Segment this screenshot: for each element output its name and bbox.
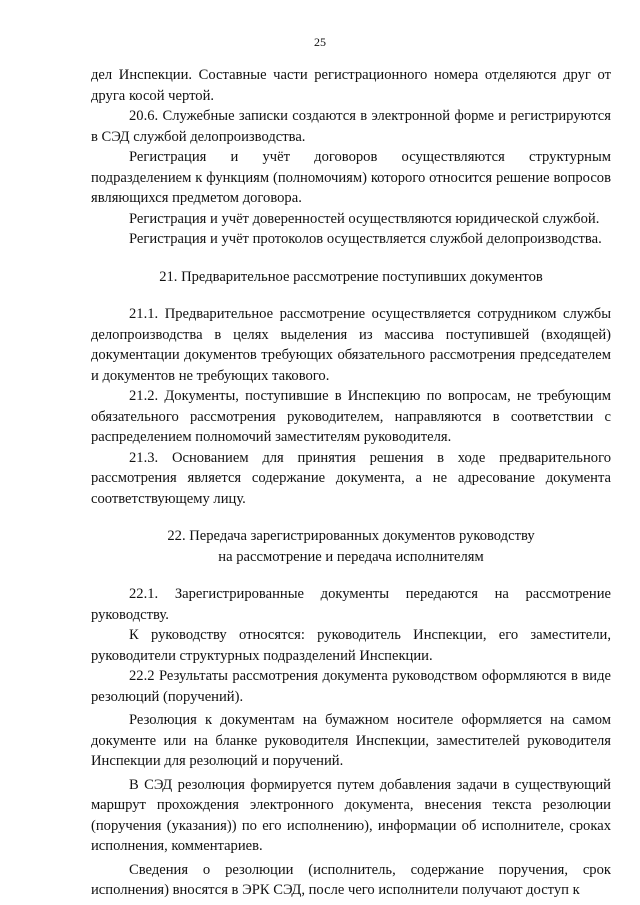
paragraph: 21.2. Документы, поступившие в Инспекцию по вопросам, не требующим обязательного рассмотрения руководителем, направляются в соответствии с распределением полномочий заместителям руководителя. — [91, 388, 611, 445]
paragraph: 22.2 Результаты рассмотрения документа руководством оформляются в виде резолюций (поручений). — [91, 668, 611, 705]
page-number: 25 — [314, 35, 326, 49]
heading-line: 22. Передача зарегистрированных документов руководству — [167, 528, 535, 544]
paragraph: 21.1. Предварительное рассмотрение осуществляется сотрудником службы делопроизводства в целях выделения из массива поступившей (входящей) документации документов требующих обязательного рассмотрения председателем и документов не требующих такового. — [91, 306, 611, 384]
paragraph: Резолюция к документам на бумажном носителе оформляется на самом документе или на бланке руководителя Инспекции, заместителей руководителя Инспекции для резолюций и поручений. — [91, 712, 611, 769]
paragraph: дел Инспекции. Составные части регистрационного номера отделяются друг от друга косой чертой. — [91, 67, 611, 104]
paragraph: Регистрация и учёт доверенностей осуществляются юридической службой. — [129, 210, 600, 227]
paragraph: Регистрация и учёт протоколов осуществляется службой делопроизводства. — [129, 231, 602, 247]
document-body — [91, 65, 611, 901]
section-heading-21: 21. Предварительное рассмотрение поступивших документов — [159, 268, 543, 285]
paragraph: 20.6. Служебные записки создаются в электронной форме и регистрируются в СЭД службой делопроизводства. — [91, 108, 611, 145]
heading-line: на рассмотрение и передача исполнителям — [218, 548, 484, 565]
paragraph: Сведения о резолюции (исполнитель, содержание поручения, срок исполнения) вносятся в ЭРК СЭД, после чего исполнители получают доступ к — [91, 861, 611, 898]
paragraph: 22.1. Зарегистрированные документы передаются на рассмотрение руководству. — [91, 586, 611, 623]
paragraph: В СЭД резолюция формируется путем добавления задачи в существующий маршрут прохождения электронного документа, внесения текста резолюции (поручения (указания)) по его исполнению), информации об исполнителе, сроках исполнения, комментариев. — [91, 776, 611, 854]
paragraph: 21.3. Основанием для принятия решения в ходе предварительного рассмотрения является содержание документа, а не адресование документа соответствующему лицу. — [91, 449, 611, 507]
paragraph: Регистрация и учёт договоров осуществляются структурным подразделением к функциям (полномочиям) которого относится решение вопросов являющихся предметом договора. — [91, 149, 611, 206]
section-heading-22 — [91, 526, 611, 567]
paragraph: К руководству относятся: руководитель Инспекции, его заместители, руководители структурных подразделений Инспекции. — [91, 627, 611, 664]
